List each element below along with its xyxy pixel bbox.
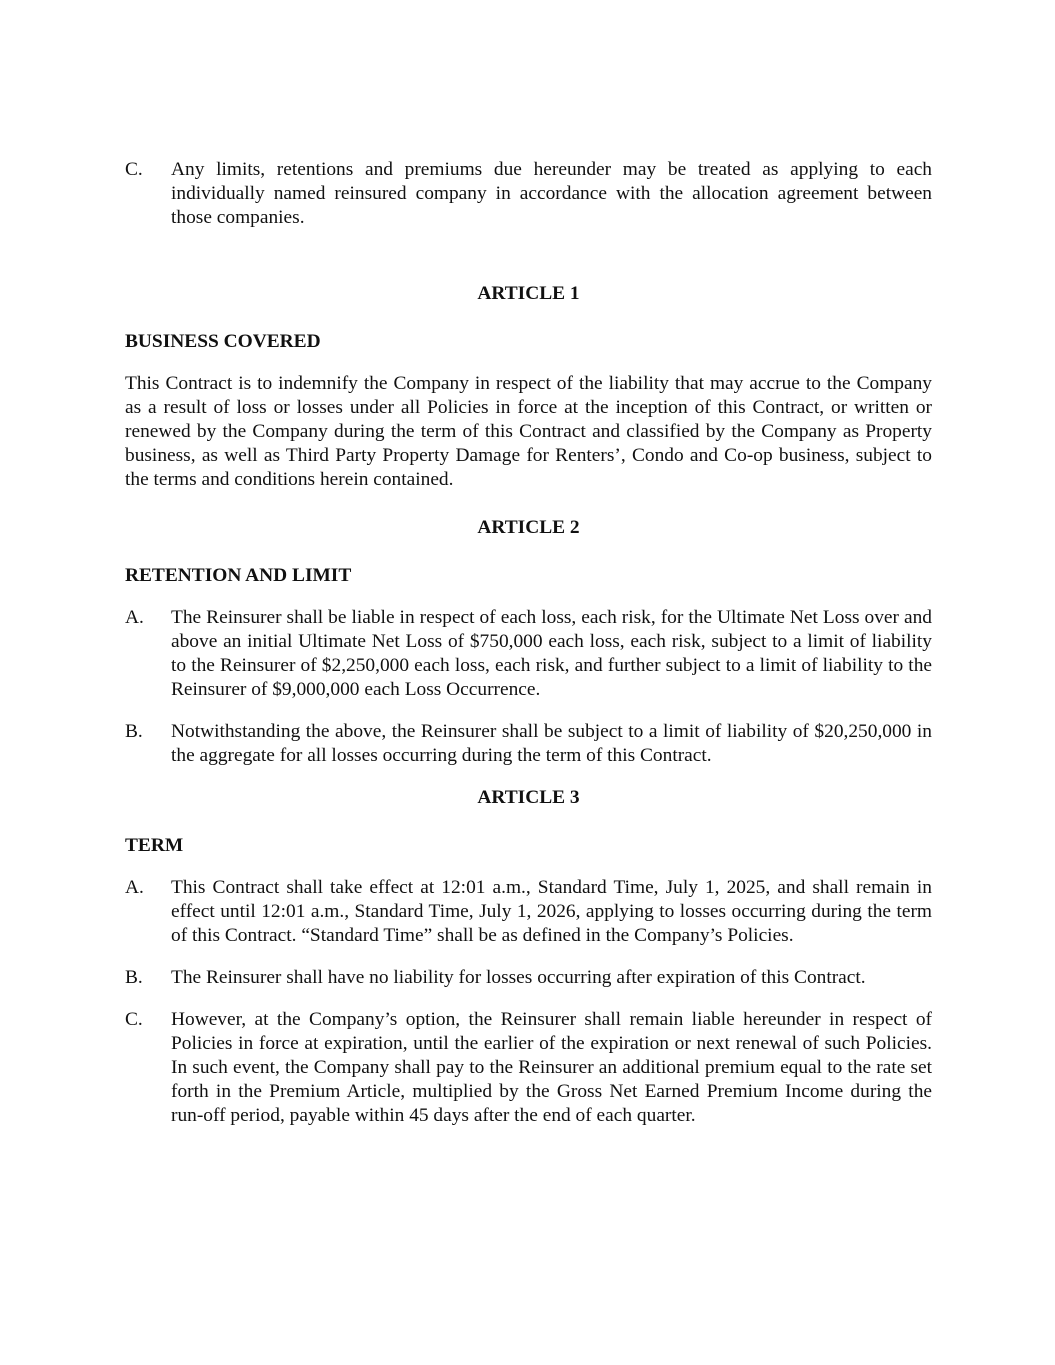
clause-label: A. bbox=[125, 607, 144, 628]
clause-text: However, at the Company’s option, the Reinsurer shall remain liable hereunder in respect of Policies in force at expiration, until the earlier of the expiration or next renewal of such Policies. In such event, the Company shall pay to the Reinsurer an additional premium equal to the rate set forth in the Premium Article, multiplied by the Gross Net Earned Premium Income during the run-off period, payable within 45 days after the end of each quarter. bbox=[171, 1009, 932, 1126]
article-2-heading: RETENTION AND LIMIT bbox=[125, 565, 352, 586]
clause-text: Any limits, retentions and premiums due hereunder may be treated as applying to each individually named reinsured company in accordance with the allocation agreement between those companies. bbox=[171, 159, 932, 228]
clause-label: B. bbox=[125, 721, 143, 742]
article-3-heading: TERM bbox=[125, 835, 184, 856]
article-3-clause-b bbox=[125, 966, 932, 990]
article-1-title: ARTICLE 1 bbox=[477, 283, 580, 304]
article-2-title: ARTICLE 2 bbox=[477, 517, 580, 538]
article-3-clause-c bbox=[125, 1008, 932, 1128]
article-1-heading: BUSINESS COVERED bbox=[125, 331, 321, 352]
clause-label: C. bbox=[125, 159, 143, 180]
article-2-clause-b bbox=[125, 720, 932, 768]
clause-label: C. bbox=[125, 1009, 143, 1030]
clause-text: The Reinsurer shall be liable in respect of each loss, each risk, for the Ultimate Net Loss over and above an initial Ultimate Net Loss of $750,000 each loss, each risk, subject to a limit of liability to the Reinsurer of $2,250,000 each loss, each risk, and further subject to a limit of liability to the Reinsurer of $9,000,000 each Loss Occurrence. bbox=[171, 607, 932, 700]
clause-label: B. bbox=[125, 967, 143, 988]
clause-text: The Reinsurer shall have no liability for losses occurring after expiration of this Contract. bbox=[171, 967, 866, 988]
intro-clause-c bbox=[125, 158, 932, 230]
article-3-clause-a bbox=[125, 876, 932, 948]
clause-text: This Contract shall take effect at 12:01 a.m., Standard Time, July 1, 2025, and shall remain in effect until 12:01 a.m., Standard Time, July 1, 2026, applying to losses occurring during the term of this Contract. “Standard Time” shall be as defined in the Company’s Policies. bbox=[171, 877, 932, 946]
clause-text: Notwithstanding the above, the Reinsurer shall be subject to a limit of liability of $20,250,000 in the aggregate for all losses occurring during the term of this Contract. bbox=[171, 721, 932, 766]
article-3-title: ARTICLE 3 bbox=[477, 787, 580, 808]
article-1-body: This Contract is to indemnify the Company in respect of the liability that may accrue to the Company as a result of loss or losses under all Policies in force at the inception of this Contract, or written or renewed by the Company during the term of this Contract and classified by the Company as Property business, as well as Third Party Property Damage for Renters’, Condo and Co-op business, subject to the terms and conditions herein contained. bbox=[125, 373, 932, 490]
clause-label: A. bbox=[125, 877, 144, 898]
article-2-clause-a bbox=[125, 606, 932, 702]
document-page bbox=[125, 158, 932, 1128]
